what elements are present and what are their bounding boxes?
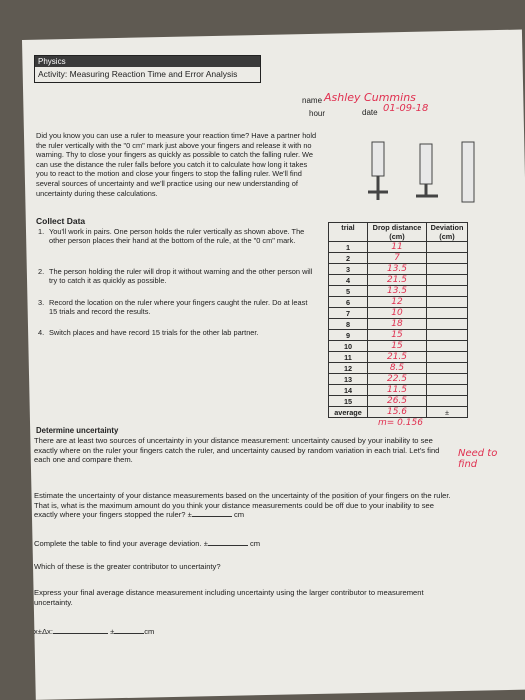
deviation-cell[interactable] (427, 297, 468, 308)
col-trial: trial (329, 223, 368, 242)
deviation-cell[interactable] (427, 374, 468, 385)
deviation-cell[interactable] (427, 363, 468, 374)
trial-number: 5 (329, 286, 368, 297)
uncertainty-heading: Determine uncertainty (36, 426, 119, 435)
hand-right (416, 184, 438, 196)
average-label: average (329, 407, 368, 418)
average-value: 15.6 (368, 407, 427, 418)
name-value: Ashley Cummins (324, 91, 416, 104)
ruler-left (372, 142, 384, 176)
trial-number: 10 (329, 341, 368, 352)
deviation-cell[interactable] (427, 275, 468, 286)
deviation-cell[interactable] (427, 264, 468, 275)
estimate-question: Estimate the uncertainty of your distance measurements based on the uncertainty of the position of your fingers on the ruler. That is, what is the maximum amount do you think your distance measurements could be off due to your inability to see exactly where your fingers stopped the ruler? ± cm (34, 491, 451, 520)
trial-number: 3 (329, 264, 368, 275)
col-deviation: Deviation (cm) (427, 223, 468, 242)
trial-number: 2 (329, 253, 368, 264)
data-table (328, 222, 468, 418)
greater-question: Which of these is the greater contributor to uncertainty? (34, 562, 221, 571)
drop-distance: 13.5 (368, 286, 427, 297)
table-row (329, 385, 468, 396)
table-row (329, 264, 468, 275)
table-row (329, 308, 468, 319)
ruler-illustration (358, 140, 493, 206)
table-row (329, 275, 468, 286)
trial-number: 9 (329, 330, 368, 341)
trial-number: 15 (329, 396, 368, 407)
table-row (329, 330, 468, 341)
trial-number: 7 (329, 308, 368, 319)
drop-distance: 8.5 (368, 363, 427, 374)
drop-distance: 21.5 (368, 352, 427, 363)
estimate-answer-field[interactable] (192, 516, 232, 517)
step-2: 2. The person holding the ruler will drop it without warning and the other person will try to catch it as quickly as possible. (38, 267, 313, 286)
date-label: date (362, 108, 378, 117)
side-note: Need to find (458, 448, 498, 470)
drop-distance: 21.5 (368, 275, 427, 286)
deviation-cell[interactable] (427, 253, 468, 264)
col-drop: Drop distance (cm) (368, 223, 427, 242)
deviation-cell[interactable] (427, 308, 468, 319)
table-row (329, 319, 468, 330)
trial-number: 14 (329, 385, 368, 396)
drop-distance: 18 (368, 319, 427, 330)
trial-number: 4 (329, 275, 368, 286)
header-box (34, 55, 261, 83)
deviation-cell[interactable] (427, 385, 468, 396)
table-row (329, 352, 468, 363)
trial-number: 8 (329, 319, 368, 330)
table-row (329, 363, 468, 374)
table-row (329, 242, 468, 253)
express-question: Express your final average distance measurement including uncertainty using the larger contributor to measurement uncertainty. (34, 588, 424, 607)
average-note: m= 0.156 (378, 418, 423, 428)
table-row (329, 396, 468, 407)
collect-data-heading: Collect Data (36, 216, 86, 226)
ruler-right (420, 144, 432, 184)
trial-number: 6 (329, 297, 368, 308)
drop-distance: 22.5 (368, 374, 427, 385)
hour-label: hour (309, 109, 326, 118)
hand-left (368, 176, 388, 200)
uncertainty-intro: There are at least two sources of uncertainty in your distance measurement: uncertainty caused by your inability to see exactly where on the ruler your fingers catch the ruler, and uncertainty caused by random variation in each trial. Let's find each one and compare them. (34, 436, 440, 465)
drop-distance: 12 (368, 297, 427, 308)
table-row (329, 341, 468, 352)
step-4: 4. Switch places and have record 15 trials for the other lab partner. (38, 328, 259, 337)
table-row (329, 374, 468, 385)
deviation-cell[interactable] (427, 286, 468, 297)
deviation-cell[interactable] (427, 242, 468, 253)
final-value-field[interactable] (53, 633, 108, 634)
trial-number: 12 (329, 363, 368, 374)
step-3: 3. Record the location on the ruler where your fingers caught the ruler. Do at least 15 trials and record the results. (38, 298, 308, 317)
deviation-cell[interactable] (427, 330, 468, 341)
course-title: Physics (35, 56, 260, 67)
step-1: 1. You'll work in pairs. One person holds the ruler vertically as shown above. The other person places their hand at the bottom of the rule, at the "0 cm" mark. (38, 227, 305, 246)
date-value: 01-09-18 (383, 103, 429, 114)
drop-distance: 10 (368, 308, 427, 319)
deviation-answer-field[interactable] (208, 545, 248, 546)
trial-number: 13 (329, 374, 368, 385)
final-uncertainty-field[interactable] (114, 633, 144, 634)
drop-distance: 15 (368, 341, 427, 352)
trial-number: 1 (329, 242, 368, 253)
complete-question: Complete the table to find your average deviation. ± cm (34, 539, 261, 548)
drop-distance: 7 (368, 253, 427, 264)
table-row (329, 253, 468, 264)
deviation-cell[interactable] (427, 352, 468, 363)
activity-title: Activity: Measuring Reaction Time and Error Analysis (38, 69, 238, 79)
drop-distance: 15 (368, 330, 427, 341)
drop-distance: 26.5 (368, 396, 427, 407)
table-row (329, 286, 468, 297)
ruler-far (462, 142, 474, 202)
drop-distance: 11 (368, 242, 427, 253)
final-answer-row: x±Δx: ± cm (34, 627, 155, 636)
table-row (329, 297, 468, 308)
name-label: name (302, 96, 323, 105)
trial-number: 11 (329, 352, 368, 363)
deviation-cell[interactable] (427, 396, 468, 407)
drop-distance: 11.5 (368, 385, 427, 396)
average-deviation: ± (427, 407, 468, 418)
deviation-cell[interactable] (427, 341, 468, 352)
drop-distance: 13.5 (368, 264, 427, 275)
deviation-cell[interactable] (427, 319, 468, 330)
intro-paragraph: Did you know you can use a ruler to measure your reaction time? Have a partner hold the ruler vertically with the "0 cm" mark just above your fingers and release it with no warning. Thy to close your fingers as quickly as possible to catch the falling ruler. We can use the distance the ruler falls before you catch it to calculate how long it takes you to react to the motion and close your fingers to stop the falling ruler. We'll find several sources of uncertainty and we'll practice using our new understanding of uncertainty during these calculations. (36, 131, 317, 198)
